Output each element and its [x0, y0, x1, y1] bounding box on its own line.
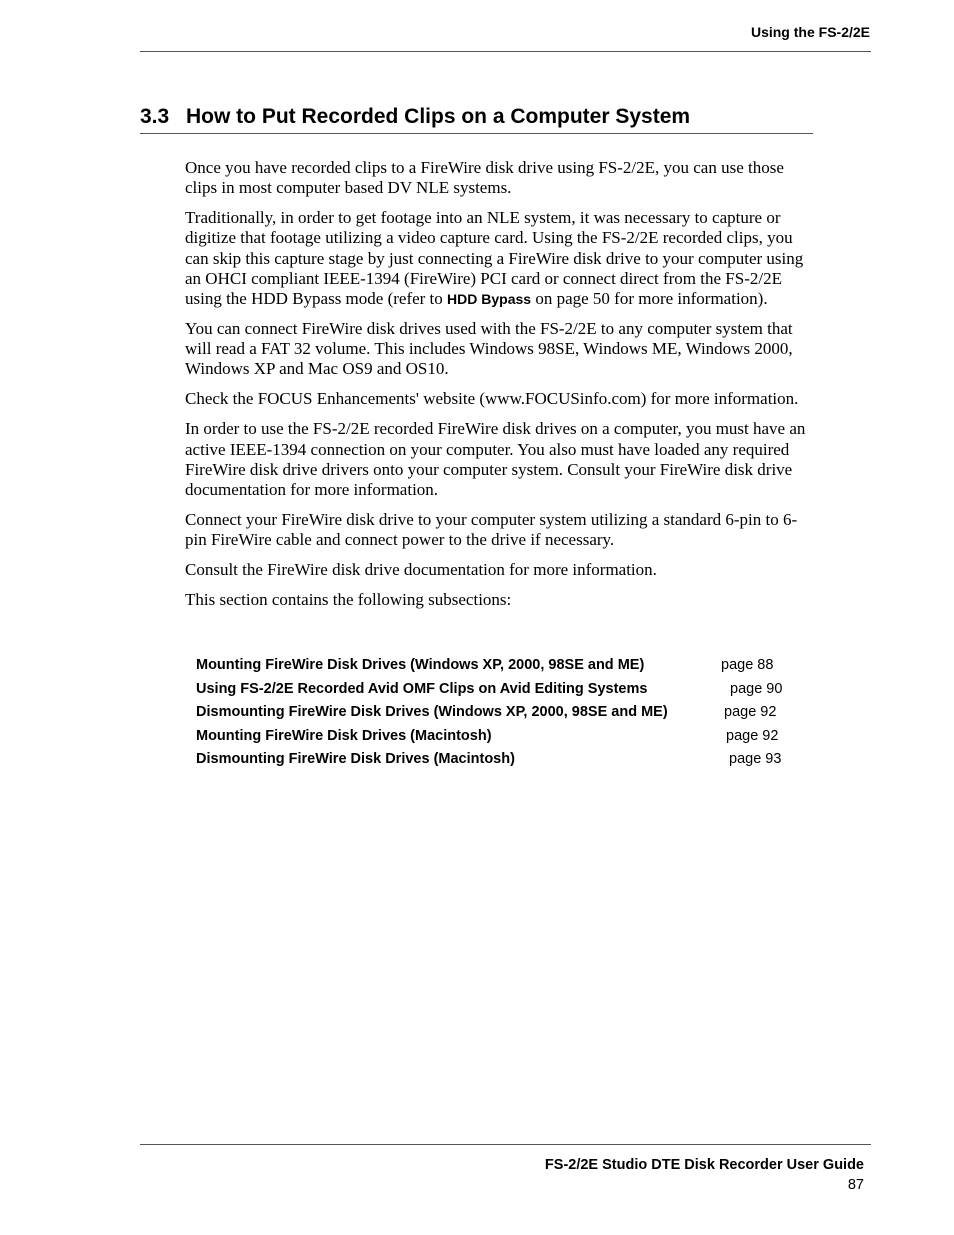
subsection-page[interactable]: page 92: [724, 704, 777, 720]
cross-reference-link[interactable]: HDD Bypass: [447, 291, 532, 308]
paragraph: Once you have recorded clips to a FireWire disk drive using FS-2/2E, you can use those clips in most computer based DV NLE systems.: [185, 158, 784, 198]
subsection-page[interactable]: page 93: [729, 751, 782, 767]
paragraph-text: Traditionally, in order to get footage into an NLE system, it was necessary to capture or digitize that footage utilizing a video capture card. Using the FS-2/2E recorded clips, you can skip this capture stage by just connecting a FireWire disk drive to your computer using an OHCI compliant IEEE-1394 (FireWire) PCI card or connect direct from the FS-2/2E using the HDD Bypass mode (refer to: [185, 208, 804, 309]
paragraph: [185, 208, 815, 309]
paragraph: Connect your FireWire disk drive to your computer system utilizing a standard 6-pin to 6-pin FireWire cable and connect power to the drive if necessary.: [185, 510, 798, 550]
subsection-title[interactable]: Mounting FireWire Disk Drives (Windows XP, 2000, 98SE and ME): [196, 657, 645, 673]
subsection-item[interactable]: [196, 654, 796, 678]
subsection-list: [196, 654, 796, 772]
subsection-item[interactable]: [196, 748, 796, 772]
subsection-title[interactable]: Dismounting FireWire Disk Drives (Windows XP, 2000, 98SE and ME): [196, 704, 668, 720]
paragraph-text: on page 50 for more information).: [531, 289, 768, 309]
subsection-title[interactable]: Mounting FireWire Disk Drives (Macintosh): [196, 727, 492, 744]
subsection-page[interactable]: page 92: [726, 727, 779, 744]
footer-divider: [140, 1144, 871, 1145]
paragraph: Check the FOCUS Enhancements' website (www.FOCUSinfo.com) for more information.: [185, 389, 799, 409]
subsection-title[interactable]: Dismounting FireWire Disk Drives (Macintosh): [196, 751, 515, 767]
running-header: Using the FS-2/2E: [750, 24, 870, 40]
paragraph: Consult the FireWire disk drive documentation for more information.: [185, 560, 657, 580]
page-number: 87: [847, 1177, 864, 1193]
subsection-item[interactable]: [196, 701, 796, 725]
footer-guide-title: FS-2/2E Studio DTE Disk Recorder User Guide: [544, 1157, 864, 1173]
header-divider: [140, 51, 871, 52]
section-heading: [140, 105, 813, 134]
subsection-item[interactable]: [196, 678, 796, 702]
paragraph: This section contains the following subsections:: [185, 590, 512, 610]
subsection-title[interactable]: Using FS-2/2E Recorded Avid OMF Clips on Avid Editing Systems: [196, 680, 648, 697]
section-title: How to Put Recorded Clips on a Computer System: [186, 105, 691, 128]
paragraph: In order to use the FS-2/2E recorded FireWire disk drives on a computer, you must have an active IEEE-1394 connection on your computer. You also must have loaded any required FireWire disk drive drivers onto your computer system. Consult your FireWire disk drive documentation for more information.: [185, 419, 806, 500]
section-number: 3.3: [140, 105, 170, 128]
subsection-page[interactable]: page 88: [721, 657, 774, 673]
body-text: [185, 158, 815, 620]
subsection-item[interactable]: [196, 725, 796, 749]
paragraph: You can connect FireWire disk drives used with the FS-2/2E to any computer system that will read a FAT 32 volume. This includes Windows 98SE, Windows ME, Windows 2000, Windows XP and Mac OS9 and OS10.: [185, 319, 793, 379]
subsection-page[interactable]: page 90: [730, 680, 783, 697]
